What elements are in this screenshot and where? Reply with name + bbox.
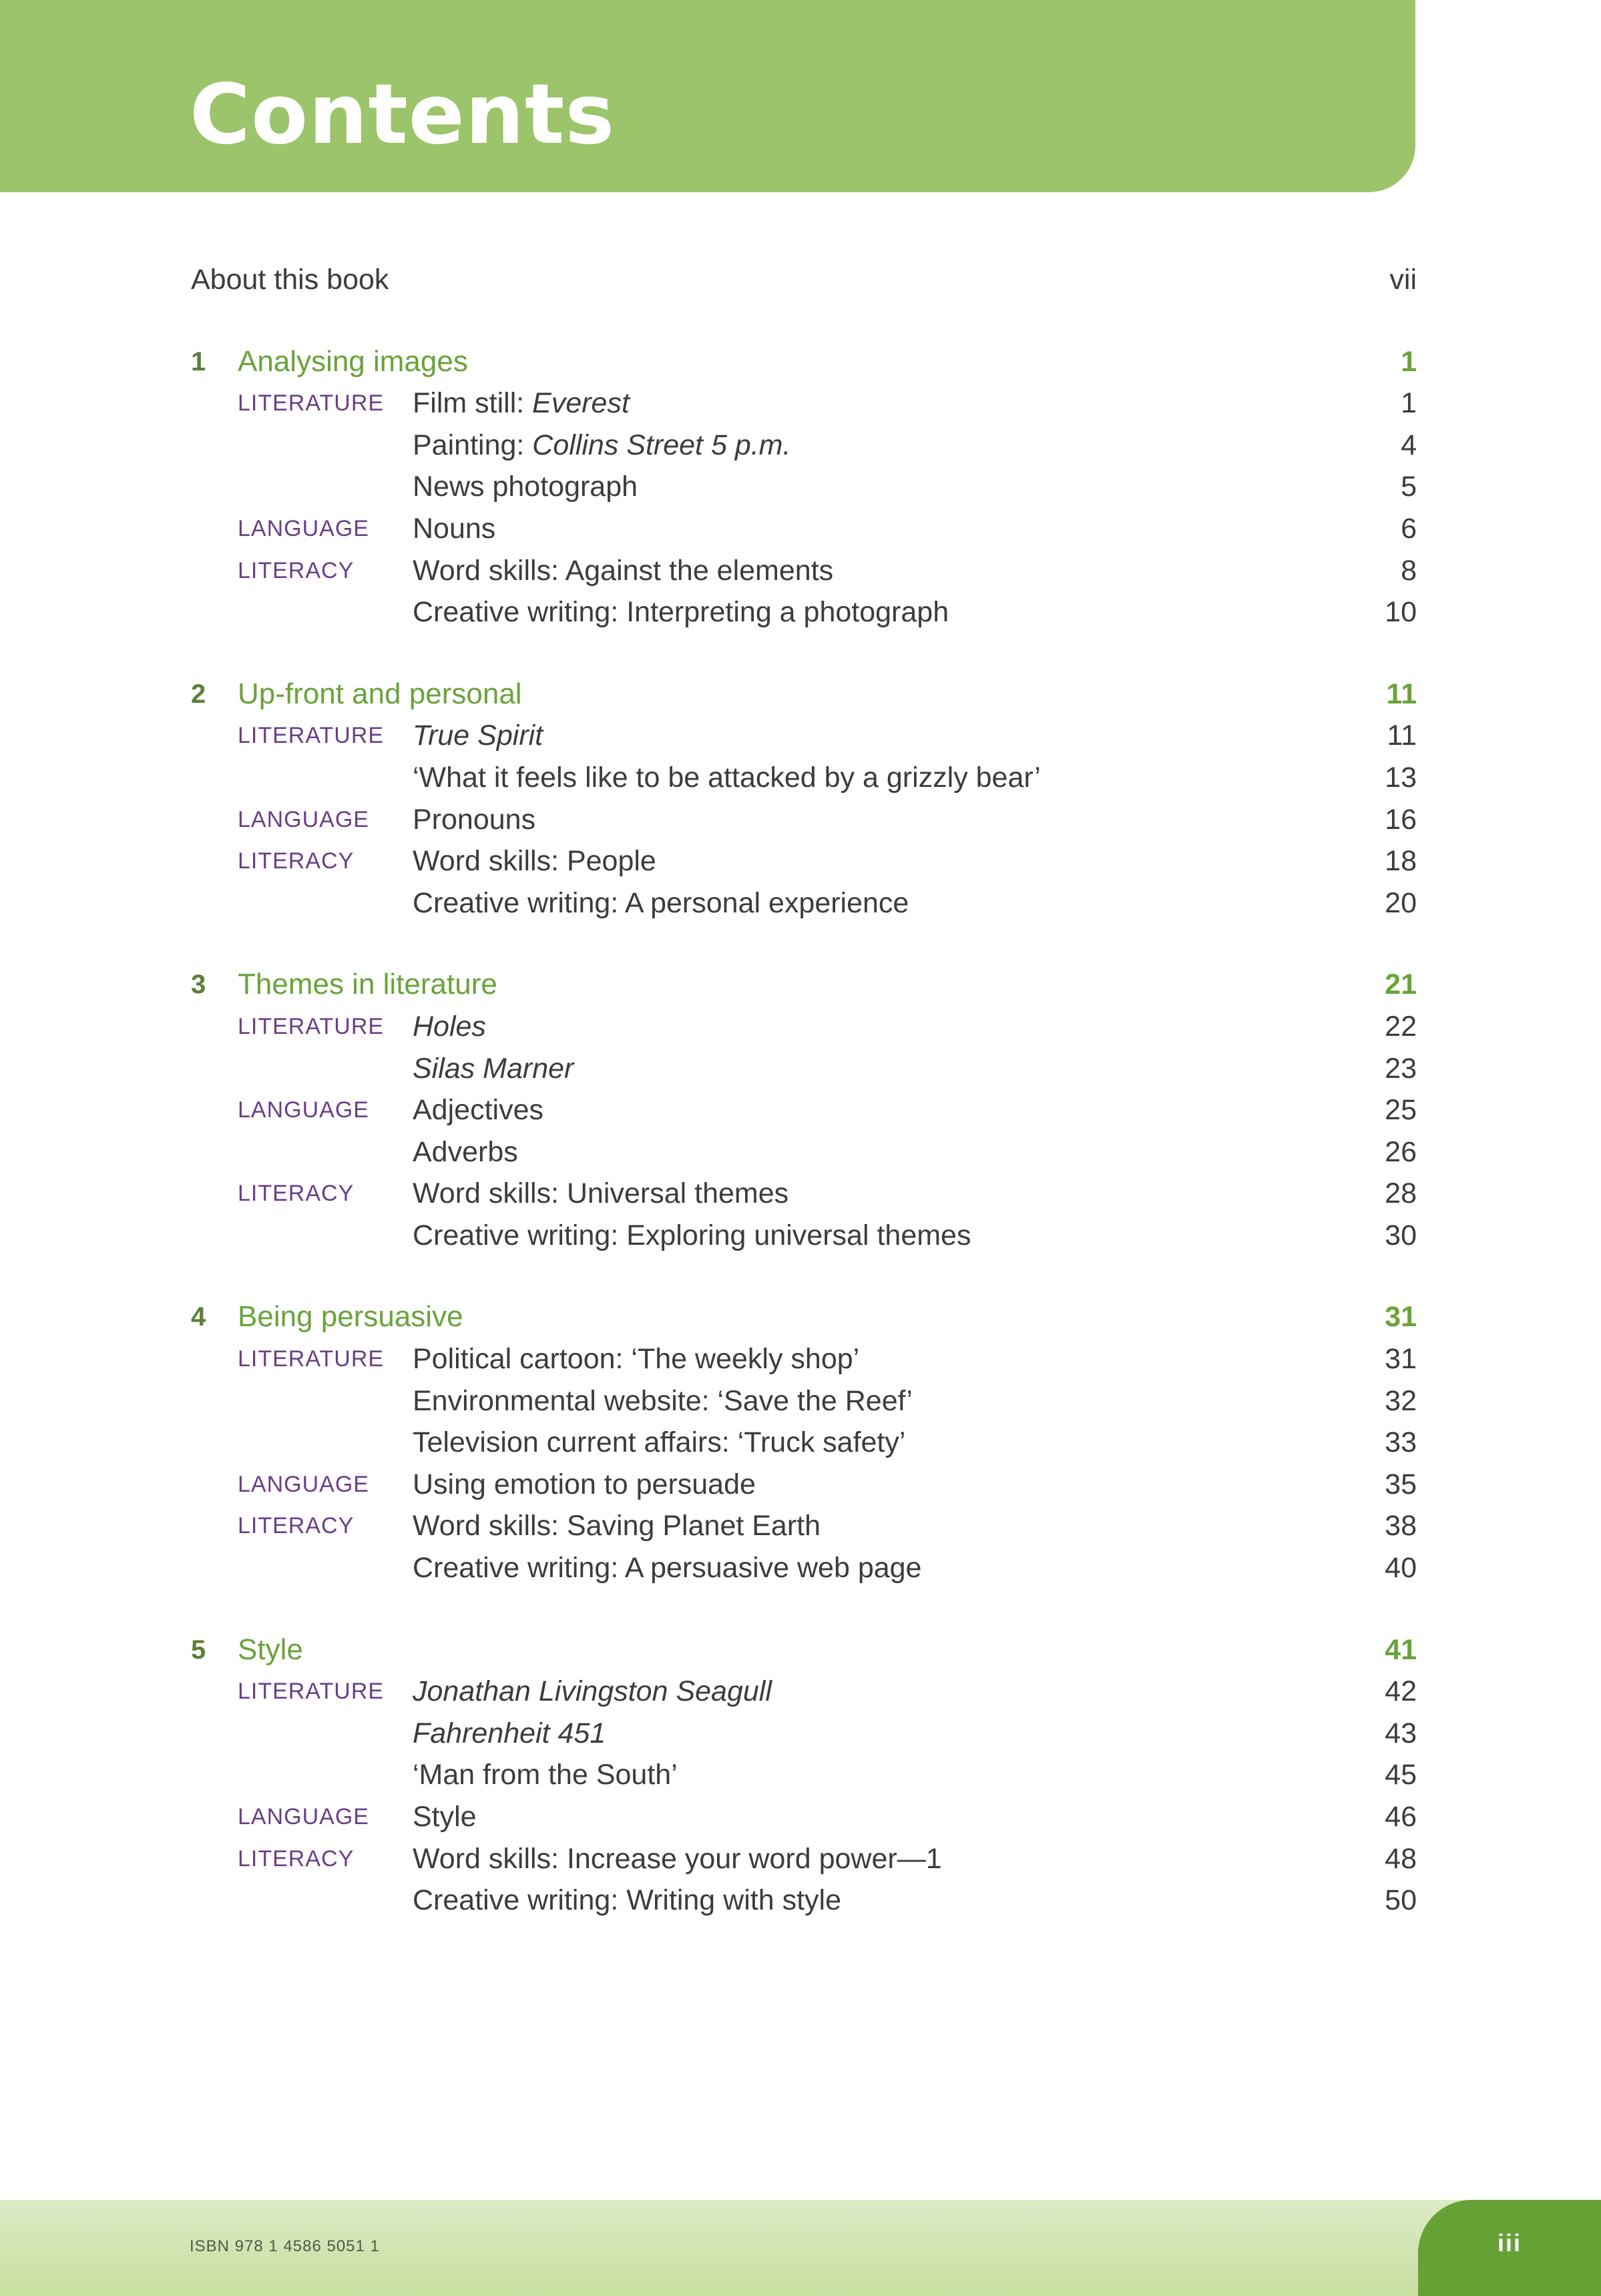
entry-title xyxy=(413,1880,841,1922)
toc-intro-row[interactable] xyxy=(190,259,1417,301)
entry-page: 13 xyxy=(1385,761,1417,794)
entry-title-part: Pronouns xyxy=(413,803,536,836)
entry-page: 38 xyxy=(1385,1510,1417,1542)
toc-entry-row[interactable] xyxy=(190,1713,1417,1755)
entry-title-part: Film still: xyxy=(413,387,533,420)
section-gap xyxy=(190,301,1417,341)
entry-title xyxy=(413,1089,543,1131)
entry-title-part: Word skills: Universal themes xyxy=(413,1177,789,1210)
unit-page: 31 xyxy=(1385,1301,1417,1334)
entry-page: 16 xyxy=(1385,803,1417,836)
toc-entry-row[interactable] xyxy=(190,882,1417,924)
entry-category: LITERATURE xyxy=(238,1346,385,1372)
entry-title-part: News photograph xyxy=(413,471,638,503)
entry-title-part: Holes xyxy=(413,1010,486,1043)
entry-page: 40 xyxy=(1385,1552,1417,1585)
entry-title xyxy=(413,757,1041,799)
entry-category: LITERATURE xyxy=(238,723,385,749)
toc-entry-row[interactable] xyxy=(190,466,1417,508)
entry-title xyxy=(413,1464,756,1506)
toc-entry-row[interactable] xyxy=(190,1671,1417,1713)
unit-title: Up-front and personal xyxy=(238,677,522,710)
toc-entry-row[interactable] xyxy=(190,1131,1417,1173)
entry-title xyxy=(413,550,833,592)
unit-number: 5 xyxy=(191,1635,206,1665)
entry-title-part: True Spirit xyxy=(413,720,543,752)
entry-title-part: Word skills: Against the elements xyxy=(413,554,834,587)
unit-page: 1 xyxy=(1401,345,1417,378)
isbn-text: ISBN 978 1 4586 5051 1 xyxy=(190,2237,380,2255)
page-title: Contents xyxy=(190,67,616,163)
table-of-contents xyxy=(190,259,1417,1922)
entry-title-part: Collins Street 5 p.m. xyxy=(532,428,791,461)
entry-page: 10 xyxy=(1385,596,1417,629)
entry-page: 32 xyxy=(1385,1384,1417,1417)
entry-title xyxy=(413,424,790,467)
entry-title-part: Fahrenheit 451 xyxy=(413,1717,606,1749)
unit-number: 3 xyxy=(191,970,206,1000)
entry-title-part: Environmental website: ‘Save the Reef’ xyxy=(413,1384,913,1417)
entry-title xyxy=(413,1671,772,1713)
entry-page: 30 xyxy=(1385,1219,1417,1251)
entry-category: LITERATURE xyxy=(238,390,385,416)
toc-entry-row[interactable] xyxy=(190,1215,1417,1257)
section-gap xyxy=(190,1589,1417,1629)
entry-category: LANGUAGE xyxy=(238,806,369,832)
entry-title xyxy=(413,508,495,550)
entry-category: LITERATURE xyxy=(238,1679,385,1705)
entry-title xyxy=(413,1838,942,1880)
page-folio: iii xyxy=(1497,2229,1522,2257)
toc-entry-row[interactable] xyxy=(190,715,1417,757)
entry-title-part: Creative writing: A personal experience xyxy=(413,886,909,919)
unit-title: Being persuasive xyxy=(238,1300,463,1334)
unit-heading-row[interactable] xyxy=(190,673,1417,715)
toc-entry-row[interactable] xyxy=(190,1464,1417,1506)
unit-heading-row[interactable] xyxy=(190,1629,1417,1671)
entry-title xyxy=(413,1713,606,1755)
entry-title-part: ‘What it feels like to be attacked by a grizzly bear’ xyxy=(413,761,1041,794)
entry-title-part: Creative writing: Interpreting a photograph xyxy=(413,596,949,629)
toc-entry-row[interactable] xyxy=(190,1422,1417,1464)
entry-title xyxy=(413,466,638,508)
toc-entry-row[interactable] xyxy=(190,757,1417,799)
entry-title-part: Painting: xyxy=(413,428,533,461)
entry-page: 50 xyxy=(1385,1884,1417,1917)
unit-page: 21 xyxy=(1385,968,1417,1001)
entry-title xyxy=(413,1338,859,1380)
entry-category: LITERACY xyxy=(238,557,355,583)
entry-title xyxy=(413,840,656,882)
entry-title xyxy=(413,1422,905,1464)
unit-number: 1 xyxy=(191,346,206,376)
entry-category: LITERACY xyxy=(238,1181,355,1207)
toc-intro-page: vii xyxy=(1389,264,1417,296)
unit-title: Themes in literature xyxy=(238,968,497,1001)
entry-title-part: Political cartoon: ‘The weekly shop’ xyxy=(413,1343,860,1376)
entry-page: 42 xyxy=(1385,1675,1417,1708)
unit-page: 11 xyxy=(1386,677,1417,710)
unit-heading-row[interactable] xyxy=(190,964,1417,1006)
entry-category: LITERACY xyxy=(238,1845,355,1872)
entry-title xyxy=(413,1505,821,1547)
toc-intro-title: About this book xyxy=(191,264,389,296)
entry-title-part: ‘Man from the South’ xyxy=(413,1759,678,1791)
entry-title-part: Silas Marner xyxy=(413,1052,574,1085)
toc-entry-row[interactable] xyxy=(190,382,1417,424)
entry-title xyxy=(413,799,535,841)
toc-entry-row[interactable] xyxy=(190,840,1417,882)
entry-page: 18 xyxy=(1385,845,1417,878)
unit-number: 2 xyxy=(191,679,206,709)
entry-page: 35 xyxy=(1385,1468,1417,1500)
entry-page: 20 xyxy=(1385,886,1417,919)
entry-page: 1 xyxy=(1401,387,1417,420)
toc-entry-row[interactable] xyxy=(190,1338,1417,1380)
entry-category: LANGUAGE xyxy=(238,1471,369,1497)
toc-entry-row[interactable] xyxy=(190,550,1417,592)
toc-entry-row[interactable] xyxy=(190,508,1417,550)
entry-page: 25 xyxy=(1385,1094,1417,1127)
entry-title xyxy=(413,1754,678,1796)
entry-title-part: Creative writing: A persuasive web page xyxy=(413,1552,922,1585)
toc-entry-row[interactable] xyxy=(190,591,1417,633)
entry-category: LITERATURE xyxy=(238,1013,385,1039)
entry-title-part: Using emotion to persuade xyxy=(413,1468,756,1500)
entry-page: 46 xyxy=(1385,1801,1417,1833)
entry-title-part: Word skills: Saving Planet Earth xyxy=(413,1510,821,1542)
entry-title xyxy=(413,715,543,757)
entry-title-part: Word skills: Increase your word power—1 xyxy=(413,1842,942,1875)
entry-title-part: Jonathan Livingston Seagull xyxy=(413,1675,772,1708)
toc-entry-row[interactable] xyxy=(190,1754,1417,1796)
entry-title-part: Adverbs xyxy=(413,1135,518,1168)
toc-entry-row[interactable] xyxy=(190,1380,1417,1422)
entry-title xyxy=(413,882,909,924)
entry-title-part: Creative writing: Exploring universal themes xyxy=(413,1219,971,1251)
entry-page: 23 xyxy=(1385,1052,1417,1085)
entry-title xyxy=(413,591,949,633)
entry-title-part: Word skills: People xyxy=(413,845,656,878)
entry-title-part: Nouns xyxy=(413,512,496,545)
entry-category: LANGUAGE xyxy=(238,515,369,541)
unit-number: 4 xyxy=(191,1302,206,1332)
entry-title xyxy=(413,1796,477,1838)
entry-page: 22 xyxy=(1385,1010,1417,1043)
toc-entry-row[interactable] xyxy=(190,1547,1417,1589)
entry-title xyxy=(413,1131,518,1173)
entry-page: 31 xyxy=(1385,1343,1417,1376)
unit-heading-row[interactable] xyxy=(190,341,1417,383)
toc-entry-row[interactable] xyxy=(190,424,1417,467)
entry-title-part: Everest xyxy=(532,387,630,420)
unit-title: Style xyxy=(238,1633,303,1666)
entry-title xyxy=(413,1215,971,1257)
toc-entry-row[interactable] xyxy=(190,1048,1417,1090)
unit-page: 41 xyxy=(1385,1633,1417,1666)
entry-category: LITERACY xyxy=(238,1513,355,1539)
entry-page: 8 xyxy=(1401,554,1417,587)
entry-page: 33 xyxy=(1385,1426,1417,1459)
entry-page: 5 xyxy=(1401,471,1417,503)
entry-title-part: Television current affairs: ‘Truck safety’ xyxy=(413,1426,906,1459)
section-gap xyxy=(190,633,1417,673)
toc-entry-row[interactable] xyxy=(190,1838,1417,1880)
toc-entry-row[interactable] xyxy=(190,1006,1417,1048)
entry-page: 28 xyxy=(1385,1177,1417,1210)
entry-page: 26 xyxy=(1385,1135,1417,1168)
entry-page: 43 xyxy=(1385,1717,1417,1749)
entry-title-part: Adjectives xyxy=(413,1094,543,1127)
entry-category: LANGUAGE xyxy=(238,1804,369,1829)
toc-entry-row[interactable] xyxy=(190,1880,1417,1922)
entry-page: 45 xyxy=(1385,1759,1417,1791)
entry-page: 6 xyxy=(1401,512,1417,545)
entry-title xyxy=(413,1380,913,1422)
entry-category: LANGUAGE xyxy=(238,1097,369,1123)
entry-title-part: Style xyxy=(413,1801,477,1833)
entry-page: 4 xyxy=(1401,428,1417,461)
entry-title-part: Creative writing: Writing with style xyxy=(413,1884,841,1917)
entry-title xyxy=(413,1048,574,1090)
section-gap xyxy=(190,924,1417,964)
entry-title xyxy=(413,1173,788,1215)
toc-entry-row[interactable] xyxy=(190,1796,1417,1838)
unit-title: Analysing images xyxy=(238,344,468,378)
unit-heading-row[interactable] xyxy=(190,1296,1417,1338)
toc-entry-row[interactable] xyxy=(190,1505,1417,1547)
entry-title xyxy=(413,382,630,424)
entry-title xyxy=(413,1006,486,1048)
toc-entry-row[interactable] xyxy=(190,1173,1417,1215)
entry-category: LITERACY xyxy=(238,848,355,874)
section-gap xyxy=(190,1256,1417,1296)
entry-page: 48 xyxy=(1385,1842,1417,1875)
toc-entry-row[interactable] xyxy=(190,1089,1417,1131)
entry-title xyxy=(413,1547,921,1589)
toc-entry-row[interactable] xyxy=(190,799,1417,841)
entry-page: 11 xyxy=(1387,720,1417,752)
